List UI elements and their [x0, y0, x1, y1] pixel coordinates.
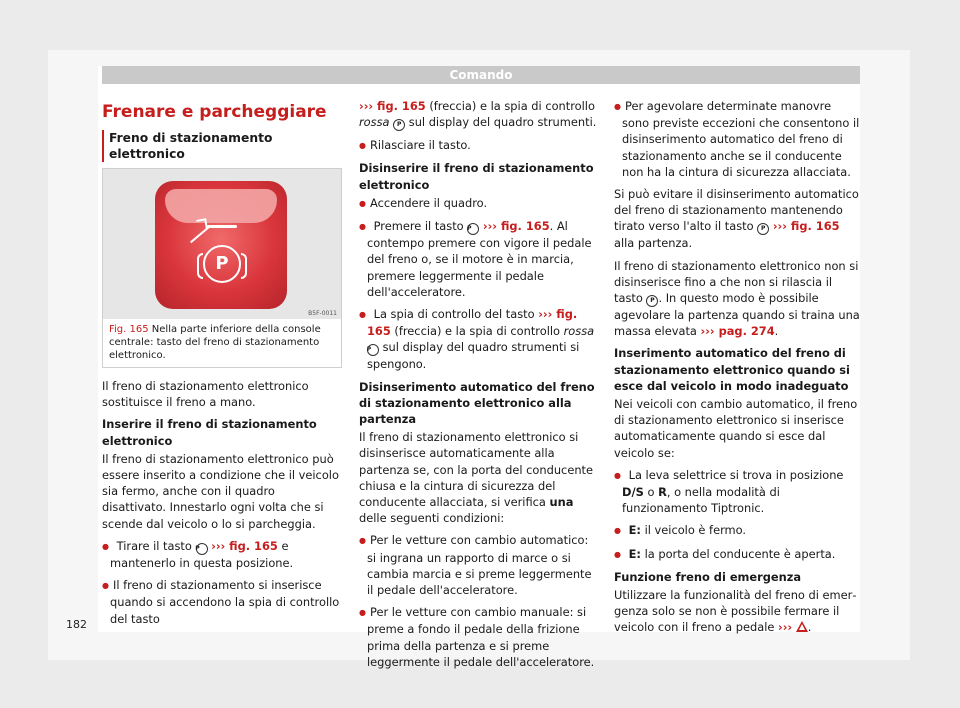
paragraph-prevent: Si può evitare il disinserimento automatico del freno di stazionamento mantenendo tirato verso l'alto il tasto P ››› fig. 165 alla partenza.: [614, 187, 859, 251]
figure-caption: Fig. 165 Nella parte inferiore della console centrale: tasto del freno di stazionamento elettronico.: [109, 324, 321, 361]
column-3: [614, 98, 860, 642]
warning-link[interactable]: ›››: [778, 620, 793, 635]
continued-paragraph: ››› fig. 165 (freccia) e la spia di controllo rossa P sul display del quadro strumenti.: [359, 99, 597, 130]
parking-button-icon: P: [646, 295, 658, 307]
page-274-link[interactable]: ››› pag. 274: [700, 324, 775, 339]
column-1: [102, 96, 342, 176]
list-item: ● Per le vetture con cambio automatico: si ingrana un rapporto di marce o si cambia marcia e si preme leggermente il pedale dell'acceleratore.: [359, 532, 600, 598]
auto-insert-paragraph: Nei veicoli con cambio automatico, il freno di stazionamento elettronico si inserisce automaticamente quando si esce dal veicolo se:: [614, 397, 858, 460]
heading-emergency: Funzione freno di emergenza: [614, 569, 802, 584]
fig-165-link[interactable]: ››› fig. 165: [367, 307, 578, 339]
list-item: ● Il freno di stazionamento si inserisce quando si accendono la spia di controllo del tasto: [102, 577, 342, 627]
figure-code: B5F-0011: [308, 310, 337, 317]
insert-paragraph: Il freno di stazionamento elettronico può essere inserito a condizione che il veicolo sia fermo, anche con il quadro disattivato. Innestarlo ogni volta che si scende dal veicolo o lo si parcheggia.: [102, 451, 339, 531]
fig-165-link[interactable]: ››› fig. 165: [211, 538, 278, 553]
paragraph-towing: Il freno di stazionamento elettronico non si disinserisce fino a che non si rilascia il tasto P . In questo modo è possibile agevolare la partenza quando si traina una massa elevata ››› pag. 274.: [614, 258, 860, 339]
parking-brake-photo: [103, 169, 341, 319]
parking-button-icon: P: [196, 543, 208, 555]
fig-165-link[interactable]: ››› fig. 165: [772, 219, 840, 234]
heading-auto-release: Disinserimento automatico del freno di stazionamento elettronico alla partenza: [359, 379, 595, 427]
indicator-light-icon: [207, 225, 237, 228]
page-subtitle: Freno di stazionamento elettronico: [102, 130, 342, 162]
page-number: 182: [66, 618, 87, 631]
list-item: ● Premere il tasto P ››› fig. 165. Al contempo premere con vigore il pedale del freno o, se il motore è in marcia, premere leggermente il pedale dell'acceleratore.: [359, 218, 600, 300]
figure-165: [102, 168, 342, 368]
parking-button-icon: P: [757, 223, 769, 235]
parking-button-icon: P: [467, 223, 479, 235]
column-1-body: [102, 378, 342, 633]
section-header: Comando: [102, 66, 860, 84]
parking-brake-button-image: [155, 181, 287, 309]
list-item: ● La leva selettrice si trova in posizione D/S o R, o nella modalità di funzionamento Tiptronic.: [614, 467, 860, 517]
fig-165-link[interactable]: ››› fig. 165: [482, 219, 550, 234]
list-item: ● Accendere il quadro.: [359, 195, 600, 212]
warning-triangle-icon: [796, 621, 808, 632]
heading-auto-insert: Inserimento automatico del freno di stazionamento elettronico quando si esce dal veicolo in modo inadeguato: [614, 346, 850, 393]
list-item: ● E: la porta del conducente è aperta.: [614, 546, 860, 563]
intro-paragraph: Il freno di stazionamento elettronico sostituisce il freno a mano.: [102, 379, 309, 410]
emergency-paragraph: Utilizzare la funzionalità del freno di emergenza solo se non è possibile fermare il veicolo con il freno a pedale ››› .: [614, 588, 857, 635]
auto-release-paragraph: Il freno di stazionamento elettronico si disinserisce automaticamente alla partenza se, con la porta del conducente chiusa e la cintura di sicurezza del conducente allacciata, si verifica una delle seguenti condizioni:: [359, 430, 594, 526]
list-item: ● La spia di controllo del tasto ››› fig. 165 (freccia) e la spia di controllo rossa P sul display del quadro strumenti si spengono.: [359, 306, 600, 373]
list-item: ● E: il veicolo è fermo.: [614, 522, 860, 539]
parking-button-icon: P: [367, 344, 379, 356]
fig-165-link[interactable]: ››› fig. 165: [359, 99, 426, 113]
list-item: ● Rilasciare il tasto.: [359, 137, 600, 154]
parking-button-icon: P: [393, 119, 405, 131]
parking-symbol-icon: P: [203, 245, 241, 283]
column-2: [359, 98, 600, 676]
page-title: Frenare e parcheggiare: [102, 102, 327, 122]
heading-insert: Inserire il freno di stazionamento elettronico: [102, 417, 317, 448]
list-item: ● Tirare il tasto P ››› fig. 165 e mantenerlo in questa posizione.: [102, 538, 342, 571]
list-item: ● Per agevolare determinate manovre sono previste eccezioni che consentono il disinserimento automatico del freno di stazionamento anche se il conducente non ha la cintura di sicurezza allacciata.: [614, 98, 860, 180]
list-item: ● Per le vetture con cambio manuale: si preme a fondo il pedale della frizione prima della partenza e si preme leggermente il pedale dell'acceleratore.: [359, 604, 600, 670]
heading-disable: Disinserire il freno di stazionamento elettronico: [359, 161, 594, 192]
